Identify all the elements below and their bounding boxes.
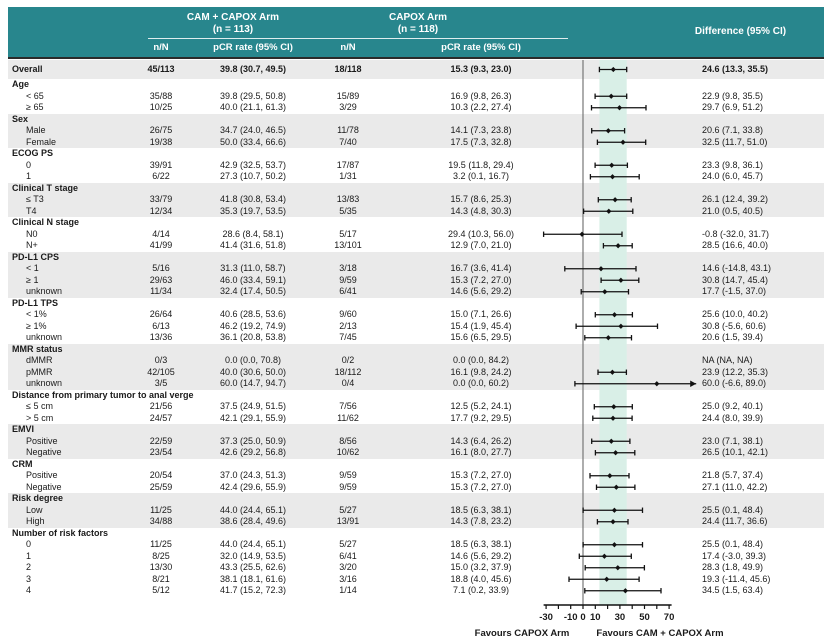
table-header	[8, 7, 824, 59]
pcr-rate-arm2: 14.3 (7.8, 23.2)	[450, 516, 512, 526]
nN-arm2: 7/45	[339, 332, 357, 342]
pcr-rate-arm1: 40.0 (30.6, 50.0)	[219, 366, 287, 377]
pcr-rate-arm2: 16.1 (9.8, 24.2)	[450, 366, 512, 377]
favours-left-label: Favours CAPOX Arm	[474, 628, 570, 639]
pcr-rate-arm2: 15.3 (7.2, 27.0)	[450, 481, 512, 492]
nN-arm2: 9/59	[339, 470, 357, 480]
pcr-rate-arm2: 14.1 (7.3, 23.8)	[450, 125, 512, 135]
nN-arm1: 12/34	[149, 205, 173, 216]
pcr-rate-arm1: 38.1 (18.1, 61.6)	[219, 573, 287, 584]
group-label: MMR status	[12, 343, 63, 354]
table-row	[8, 102, 824, 114]
row-label: N+	[26, 240, 38, 250]
nN-arm1: 26/64	[149, 309, 173, 319]
difference-value: 24.6 (13.3, 35.5)	[702, 64, 769, 74]
row-label: 1	[26, 171, 32, 181]
group-header-row	[8, 493, 824, 505]
nN-arm1: 10/25	[149, 102, 173, 112]
nN-arm2: 5/35	[339, 205, 357, 216]
table-row	[8, 229, 824, 241]
group-label: EMVI	[12, 424, 35, 434]
difference-value: 23.3 (9.8, 36.1)	[702, 159, 764, 170]
nN-arm1: 23/54	[149, 447, 173, 457]
table-row	[8, 401, 824, 413]
axis-tick-label: 30	[614, 612, 626, 623]
pcr-rate-arm1: 42.9 (32.5, 53.7)	[219, 159, 287, 170]
nN-arm1: 24/57	[149, 412, 173, 423]
row-label: 3	[26, 573, 32, 584]
pcr-rate-arm2: 15.3 (7.2, 27.0)	[450, 274, 512, 285]
subgroup-block	[8, 183, 824, 218]
row-label: ≥ 65	[26, 102, 44, 112]
group-header-row	[8, 528, 824, 540]
axis-tick-label: 10	[590, 612, 601, 623]
table-row	[8, 413, 824, 425]
table-row	[8, 516, 824, 528]
pcr-rate-arm2: 15.6 (6.5, 29.5)	[450, 332, 512, 342]
table-row	[8, 367, 824, 379]
nN-arm2: 17/87	[336, 159, 360, 170]
arm2-title: CAPOX Arm	[389, 12, 447, 23]
nN-arm1: 3/5	[154, 378, 168, 388]
nN-arm2: 18/112	[334, 366, 362, 377]
difference-value: 17.7 (-1.5, 37.0)	[702, 286, 767, 296]
difference-value: 23.9 (12.2, 35.3)	[702, 366, 769, 377]
group-label: Clinical N stage	[12, 217, 80, 227]
table-row	[8, 240, 824, 252]
pcr-rate-arm2: 19.5 (11.8, 29.4)	[448, 159, 514, 170]
row-label: dMMR	[26, 355, 53, 365]
nN-arm2: 11/62	[337, 412, 359, 423]
group-label: Distance from primary tumor to anal verge	[12, 389, 194, 400]
row-label: < 1	[26, 263, 39, 273]
difference-value: 25.5 (0.1, 48.4)	[702, 539, 764, 549]
group-header-row	[8, 79, 824, 91]
pcr-rate-arm1: 28.6 (8.4, 58.1)	[222, 228, 284, 239]
row-label: < 1%	[26, 309, 47, 319]
subgroup-block	[8, 148, 824, 183]
pcr-rate-arm1: 46.0 (33.4, 59.1)	[219, 274, 287, 285]
nN-arm2: 0/4	[341, 378, 355, 388]
subgroup-block	[8, 114, 824, 149]
col-header-nN-arm1: n/N	[153, 42, 169, 53]
table-row	[8, 60, 824, 79]
nN-arm1: 45/113	[147, 64, 175, 74]
table-row	[8, 137, 824, 149]
subgroup-block	[8, 424, 824, 459]
table-row	[8, 447, 824, 459]
pcr-rate-arm1: 0.0 (0.0, 70.8)	[224, 355, 282, 365]
table-row	[8, 539, 824, 551]
difference-value: 22.9 (9.8, 35.5)	[702, 90, 764, 101]
pcr-rate-arm2: 15.0 (7.1, 26.6)	[450, 309, 512, 319]
col-header-nN-arm2: n/N	[340, 42, 356, 53]
group-header-row	[8, 459, 824, 471]
table-row	[8, 263, 824, 275]
nN-arm2: 9/59	[339, 274, 357, 285]
nN-arm2: 1/14	[339, 585, 357, 595]
pcr-rate-arm1: 36.1 (20.8, 53.8)	[219, 332, 287, 342]
pcr-rate-arm2: 7.1 (0.2, 33.9)	[452, 585, 510, 595]
row-label: unknown	[26, 332, 63, 342]
col-header-pcr-arm1: pCR rate (95% CI)	[213, 42, 293, 53]
table-row	[8, 286, 824, 298]
pcr-rate-arm1: 50.0 (33.4, 66.6)	[219, 136, 287, 147]
group-header-row	[8, 298, 824, 310]
subgroup-block	[8, 252, 824, 298]
arm1-header	[138, 12, 328, 36]
pcr-rate-arm2: 12.9 (7.0, 21.0)	[450, 240, 512, 250]
pcr-rate-arm1: 42.4 (29.6, 55.9)	[219, 481, 287, 492]
difference-value: 24.4 (11.7, 36.6)	[702, 516, 768, 526]
difference-value: NA (NA, NA)	[702, 355, 753, 365]
difference-value: 29.7 (6.9, 51.2)	[702, 102, 764, 112]
difference-value: 28.5 (16.6, 40.0)	[702, 240, 769, 250]
row-label: 1	[26, 550, 32, 561]
nN-arm1: 41/99	[149, 240, 173, 250]
row-label: 2	[26, 562, 32, 572]
nN-arm1: 0/3	[154, 355, 168, 365]
table-row	[8, 585, 824, 597]
pcr-rate-arm1: 41.4 (31.6, 51.8)	[219, 240, 287, 250]
header-underline	[148, 38, 568, 39]
nN-arm2: 8/56	[339, 435, 357, 446]
difference-value: 60.0 (-6.6, 89.0)	[702, 378, 767, 388]
row-label: 0	[26, 539, 32, 549]
table-row	[8, 91, 824, 103]
nN-arm2: 7/40	[339, 136, 357, 147]
pcr-rate-arm2: 10.3 (2.2, 27.4)	[450, 102, 512, 112]
nN-arm2: 3/16	[339, 573, 357, 584]
row-label: Negative	[26, 447, 62, 457]
row-label: pMMR	[26, 366, 53, 377]
row-label: 0	[26, 159, 32, 170]
difference-value: 30.8 (14.7, 45.4)	[702, 274, 769, 285]
pcr-rate-arm1: 41.7 (15.2, 72.3)	[219, 585, 287, 595]
nN-arm2: 7/56	[339, 401, 357, 411]
row-label: Positive	[26, 435, 58, 446]
arm2-n: (n = 118)	[397, 24, 439, 35]
table-row	[8, 551, 824, 563]
pcr-rate-arm1: 27.3 (10.7, 50.2)	[219, 171, 287, 181]
nN-arm2: 5/27	[339, 504, 357, 515]
pcr-rate-arm2: 16.9 (9.8, 26.3)	[450, 90, 512, 101]
arm1-title: CAM + CAPOX Arm	[186, 12, 280, 23]
pcr-rate-arm2: 0.0 (0.0, 84.2)	[452, 355, 510, 365]
group-label: Risk degree	[12, 493, 64, 503]
group-header-row	[8, 148, 824, 160]
row-label: Female	[26, 136, 57, 147]
table-row	[8, 332, 824, 344]
nN-arm1: 20/54	[149, 470, 173, 480]
subgroup-block	[8, 79, 824, 114]
row-label: < 65	[26, 90, 44, 101]
pcr-rate-arm1: 41.8 (30.8, 53.4)	[219, 194, 287, 204]
table-row	[8, 194, 824, 206]
difference-value: 27.1 (11.0, 42.2)	[702, 481, 768, 492]
table-row	[8, 206, 824, 218]
row-label: ≤ 5 cm	[26, 401, 53, 411]
row-label: ≥ 1%	[26, 320, 47, 331]
pcr-rate-arm1: 43.3 (25.5, 62.6)	[219, 562, 287, 572]
nN-arm1: 8/25	[152, 550, 170, 561]
nN-arm1: 39/91	[149, 159, 173, 170]
nN-arm2: 1/31	[339, 171, 357, 181]
nN-arm2: 10/62	[336, 447, 360, 457]
row-label: Negative	[26, 481, 62, 492]
pcr-rate-arm2: 17.7 (9.2, 29.5)	[450, 412, 512, 423]
difference-value: 17.4 (-3.0, 39.3)	[702, 550, 767, 561]
pcr-rate-arm1: 31.3 (11.0, 58.7)	[220, 263, 286, 273]
difference-value: 26.5 (10.1, 42.1)	[702, 447, 769, 457]
table-row	[8, 275, 824, 287]
table-row	[8, 355, 824, 367]
subgroup-block	[8, 60, 824, 79]
difference-value: 28.3 (1.8, 49.9)	[702, 562, 764, 572]
difference-value: 19.3 (-11.4, 45.6)	[702, 573, 771, 584]
table-row	[8, 171, 824, 183]
pcr-rate-arm1: 35.3 (19.7, 53.5)	[219, 205, 287, 216]
nN-arm2: 15/89	[336, 90, 360, 101]
table-row	[8, 436, 824, 448]
table-row	[8, 160, 824, 172]
nN-arm1: 13/36	[149, 332, 173, 342]
table-row	[8, 470, 824, 482]
nN-arm2: 11/78	[337, 125, 359, 135]
nN-arm2: 9/60	[339, 309, 357, 319]
axis-tick-label: 0	[580, 612, 586, 623]
difference-value: 25.6 (10.0, 40.2)	[702, 309, 769, 319]
nN-arm2: 9/59	[339, 481, 357, 492]
pcr-rate-arm2: 18.5 (6.3, 38.1)	[450, 539, 512, 549]
nN-arm1: 13/30	[149, 562, 173, 572]
nN-arm1: 6/22	[152, 171, 170, 181]
table-row	[8, 321, 824, 333]
group-label: Clinical T stage	[12, 182, 79, 193]
nN-arm1: 35/88	[149, 90, 173, 101]
pcr-rate-arm1: 37.5 (24.9, 51.5)	[219, 401, 287, 411]
nN-arm2: 0/2	[341, 355, 355, 365]
group-header-row	[8, 390, 824, 402]
nN-arm2: 3/29	[339, 102, 357, 112]
row-label: Overall	[12, 64, 43, 74]
nN-arm2: 5/27	[339, 539, 357, 549]
subgroup-block	[8, 493, 824, 528]
subgroup-block	[8, 459, 824, 494]
group-label: Sex	[12, 113, 29, 124]
group-label: CRM	[12, 458, 33, 469]
difference-value: 21.8 (5.7, 37.4)	[702, 470, 764, 480]
row-label: ≥ 1	[26, 274, 39, 285]
group-header-row	[8, 183, 824, 195]
pcr-rate-arm2: 15.3 (7.2, 27.0)	[450, 470, 512, 480]
nN-arm1: 6/13	[152, 320, 170, 331]
favours-right-label: Favours CAM + CAPOX Arm	[596, 628, 724, 639]
group-label: ECOG PS	[12, 148, 54, 158]
pcr-rate-arm2: 14.6 (5.6, 29.2)	[450, 550, 512, 561]
pcr-rate-arm2: 29.4 (10.3, 56.0)	[447, 228, 515, 239]
nN-arm2: 13/83	[336, 194, 360, 204]
pcr-rate-arm1: 44.0 (24.4, 65.1)	[219, 504, 287, 515]
row-label: Male	[26, 125, 46, 135]
pcr-rate-arm1: 60.0 (14.7, 94.7)	[219, 378, 287, 388]
pcr-rate-arm2: 0.0 (0.0, 60.2)	[452, 378, 510, 388]
axis-tick-label: 50	[639, 612, 650, 623]
nN-arm1: 5/16	[152, 263, 170, 273]
nN-arm1: 29/63	[149, 274, 173, 285]
pcr-rate-arm1: 42.6 (29.2, 56.8)	[219, 447, 287, 457]
nN-arm1: 22/59	[149, 435, 173, 446]
nN-arm1: 26/75	[149, 125, 173, 135]
nN-arm2: 3/20	[339, 562, 357, 572]
row-label: unknown	[26, 378, 63, 388]
group-header-row	[8, 114, 824, 126]
row-label: High	[26, 516, 45, 526]
pcr-rate-arm2: 16.1 (8.0, 27.7)	[450, 447, 512, 457]
nN-arm1: 4/14	[152, 228, 170, 239]
group-header-row	[8, 217, 824, 229]
pcr-rate-arm1: 44.0 (24.4, 65.1)	[219, 539, 287, 549]
pcr-rate-arm2: 15.7 (8.6, 25.3)	[450, 194, 512, 204]
difference-value: 24.0 (6.0, 45.7)	[702, 171, 764, 181]
nN-arm1: 34/88	[149, 516, 173, 526]
pcr-rate-arm2: 14.3 (4.8, 30.3)	[450, 205, 512, 216]
table-row	[8, 562, 824, 574]
difference-value: 24.4 (8.0, 39.9)	[702, 412, 764, 423]
axis-tick-label: -10	[563, 612, 578, 623]
pcr-rate-arm2: 14.3 (6.4, 26.2)	[450, 435, 512, 446]
nN-arm1: 11/25	[150, 539, 172, 549]
pcr-rate-arm1: 32.0 (14.9, 53.5)	[219, 550, 287, 561]
pcr-rate-arm1: 38.6 (28.4, 49.6)	[219, 516, 287, 526]
row-label: > 5 cm	[26, 412, 54, 423]
nN-arm1: 21/56	[149, 401, 173, 411]
nN-arm2: 5/17	[339, 228, 357, 239]
subgroup-block	[8, 298, 824, 344]
group-label: PD-L1 TPS	[12, 297, 59, 308]
nN-arm2: 6/41	[339, 550, 357, 561]
subgroup-block	[8, 217, 824, 252]
table-row	[8, 574, 824, 586]
difference-value: 26.1 (12.4, 39.2)	[702, 194, 769, 204]
difference-value: -0.8 (-32.0, 31.7)	[702, 228, 770, 239]
axis-tick-label: -30	[539, 612, 553, 623]
col-header-pcr-arm2: pCR rate (95% CI)	[441, 42, 521, 53]
group-label: Number of risk factors	[12, 527, 109, 538]
difference-value: 30.8 (-5.6, 60.6)	[702, 320, 767, 331]
group-header-row	[8, 424, 824, 436]
pcr-rate-arm1: 34.7 (24.0, 46.5)	[219, 125, 287, 135]
pcr-rate-arm2: 14.6 (5.6, 29.2)	[450, 286, 512, 296]
difference-value: 25.0 (9.2, 40.1)	[702, 401, 764, 411]
subgroup-block	[8, 390, 824, 425]
pcr-rate-arm2: 12.5 (5.2, 24.1)	[450, 401, 512, 411]
row-label: Low	[26, 504, 43, 515]
table-row	[8, 378, 824, 390]
pcr-rate-arm2: 3.2 (0.1, 16.7)	[452, 171, 510, 181]
pcr-rate-arm2: 18.5 (6.3, 38.1)	[450, 504, 512, 515]
nN-arm1: 5/12	[152, 585, 170, 595]
table-row	[8, 505, 824, 517]
row-label: Positive	[26, 470, 58, 480]
pcr-rate-arm2: 18.8 (4.0, 45.6)	[450, 573, 512, 584]
pcr-rate-arm1: 40.0 (21.1, 61.3)	[219, 102, 287, 112]
group-label: Age	[12, 79, 30, 89]
difference-value: 34.5 (1.5, 63.4)	[702, 585, 764, 595]
pcr-rate-arm1: 42.1 (29.1, 55.9)	[219, 412, 287, 423]
row-label: ≤ T3	[26, 194, 44, 204]
group-header-row	[8, 252, 824, 264]
table-row	[8, 309, 824, 321]
axis-tick-label: 70	[663, 612, 675, 623]
table-row	[8, 125, 824, 137]
nN-arm2: 6/41	[339, 286, 357, 296]
nN-arm1: 42/105	[147, 366, 175, 377]
row-label: 4	[26, 585, 32, 595]
pcr-rate-arm2: 15.4 (1.9, 45.4)	[450, 320, 512, 331]
difference-value: 23.0 (7.1, 38.1)	[702, 435, 764, 446]
row-label: unknown	[26, 286, 63, 296]
nN-arm1: 8/21	[152, 573, 170, 584]
pcr-rate-arm1: 37.0 (24.3, 51.3)	[219, 470, 287, 480]
difference-value: 21.0 (0.5, 40.5)	[702, 205, 764, 216]
group-header-row	[8, 344, 824, 356]
row-label: N0	[26, 228, 38, 239]
pcr-rate-arm1: 39.8 (29.5, 50.8)	[219, 90, 287, 101]
pcr-rate-arm2: 15.0 (3.2, 37.9)	[450, 562, 512, 572]
difference-value: 14.6 (-14.8, 43.1)	[702, 263, 772, 273]
subgroup-block	[8, 528, 824, 597]
nN-arm1: 25/59	[149, 481, 173, 492]
arm2-header	[328, 12, 508, 36]
difference-value: 25.5 (0.1, 48.4)	[702, 504, 764, 515]
subgroup-table	[8, 60, 824, 597]
row-label: T4	[26, 205, 37, 216]
difference-column-header: Difference (95% CI)	[694, 26, 787, 37]
pcr-rate-arm2: 17.5 (7.3, 32.8)	[450, 136, 512, 147]
pcr-rate-arm2: 15.3 (9.3, 23.0)	[450, 64, 512, 74]
nN-arm2: 13/91	[336, 516, 360, 526]
table-row	[8, 482, 824, 494]
nN-arm1: 19/38	[149, 136, 173, 147]
nN-arm2: 2/13	[339, 320, 357, 331]
nN-arm2: 18/118	[334, 64, 362, 74]
subgroup-block	[8, 344, 824, 390]
pcr-rate-arm1: 40.6 (28.5, 53.6)	[219, 309, 287, 319]
nN-arm1: 11/25	[150, 504, 172, 515]
pcr-rate-arm1: 37.3 (25.0, 50.9)	[219, 435, 287, 446]
pcr-rate-arm1: 32.4 (17.4, 50.5)	[219, 286, 287, 296]
nN-arm1: 11/34	[150, 286, 172, 296]
difference-value: 32.5 (11.7, 51.0)	[702, 136, 768, 147]
difference-value: 20.6 (1.5, 39.4)	[702, 332, 764, 342]
pcr-rate-arm2: 16.7 (3.6, 41.4)	[450, 263, 512, 273]
difference-value: 20.6 (7.1, 33.8)	[702, 125, 764, 135]
arm1-n: (n = 113)	[212, 24, 254, 35]
pcr-rate-arm1: 39.8 (30.7, 49.5)	[219, 64, 287, 74]
nN-arm2: 13/101	[334, 240, 362, 250]
nN-arm2: 3/18	[339, 263, 357, 273]
nN-arm1: 33/79	[149, 194, 173, 204]
pcr-rate-arm1: 46.2 (19.2, 74.9)	[219, 320, 287, 331]
group-label: PD-L1 CPS	[12, 251, 60, 262]
